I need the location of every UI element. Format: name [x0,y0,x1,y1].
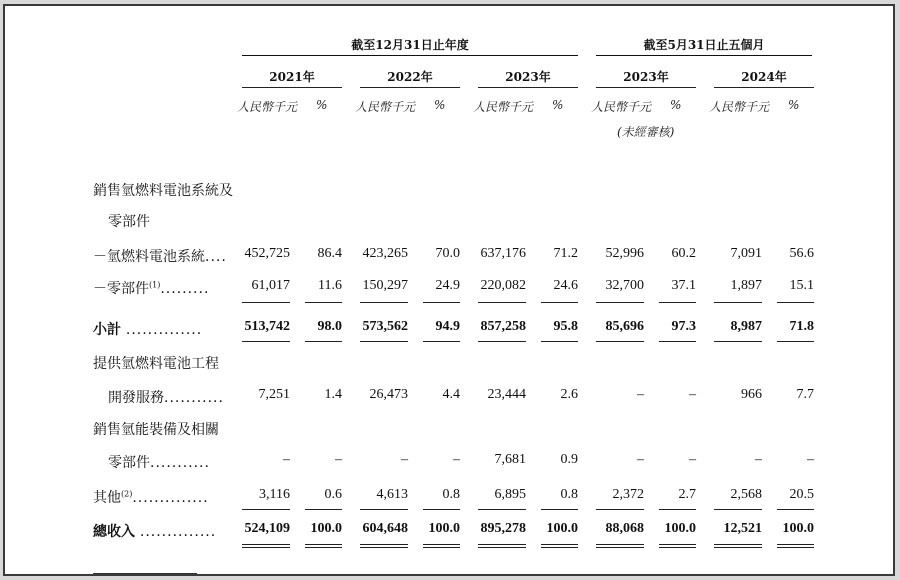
rule-above-subtotal [714,302,762,303]
table-cell: 7,251 [258,387,290,402]
unit-pct-5: % [788,98,800,112]
rule-above-total [596,509,644,510]
rule-below-subtotal [596,341,644,342]
table-cell: 857,258 [480,319,526,334]
row-label-text: 開發服務 [108,390,164,406]
year-header-5: 2024年 [741,70,787,84]
unit-pct-2: % [434,98,446,112]
table-cell: 20.5 [789,487,814,502]
table-cell: 150,297 [362,278,408,293]
footnote-marker: (2) [121,489,133,499]
leader-dots: .............. [125,322,203,338]
table-cell: 52,996 [605,246,644,261]
table-cell: 32,700 [605,278,644,293]
unit-rmb-5: 人民幣千元 [709,100,770,114]
row-label-components [93,278,209,298]
table-cell: 61,017 [251,278,290,293]
rule-above-total [423,509,460,510]
leader-dots: ........... [164,390,224,406]
rule-below-total-2 [242,547,290,548]
row-label-text: 銷售氫燃料電池系統及 [93,183,233,199]
rule-above-subtotal [242,302,290,303]
table-cell: 452,725 [244,246,290,261]
rule-below-total-2 [360,547,408,548]
rule-below-total-1 [423,544,460,545]
row-label-text: －零部件 [93,281,149,297]
row-label-text: 其他 [93,490,121,506]
rule-above-total [478,509,526,510]
table-cell: 98.0 [317,319,342,334]
table-cell: 0.9 [560,452,578,467]
rule-below-total-2 [478,547,526,548]
table-cell: 7,681 [494,452,526,467]
unit-rmb-4: 人民幣千元 [591,100,652,114]
leader-dots: ........... [150,455,210,471]
rule-below-subtotal [714,341,762,342]
table-cell: 1,897 [730,278,762,293]
table-cell: 24.9 [435,278,460,293]
rule-above-total [777,509,814,510]
rule-below-total-1 [242,544,290,545]
rule-below-subtotal [541,341,578,342]
table-cell: 0.8 [442,487,460,502]
table-cell: 23,444 [487,387,526,402]
unit-pct-1: % [316,98,328,112]
rule-below-total-1 [360,544,408,545]
table-cell: 2.7 [678,487,696,502]
table-cell: 573,562 [362,319,408,334]
rule-above-subtotal [777,302,814,303]
rule-above-total [305,509,342,510]
rule-below-subtotal [423,341,460,342]
table-cell: 11.6 [318,278,342,293]
row-label-others [93,487,209,507]
rule-below-total-1 [659,544,696,545]
rule-below-total-1 [714,544,762,545]
row-label-text: 零部件 [108,214,150,230]
leader-dots: .............. [139,524,217,540]
table-cell: – [637,387,644,402]
period-rule-year [242,55,578,56]
table-cell: 60.2 [671,246,696,261]
unit-pct-4: % [670,98,682,112]
unit-rmb-2: 人民幣千元 [355,100,416,114]
leader-dots: .... [205,249,227,265]
table-cell: 4,613 [376,487,408,502]
rule-below-total-1 [305,544,342,545]
rule-above-subtotal [596,302,644,303]
document-page [3,4,895,576]
row-label-subtotal [93,319,202,339]
row-label-text: 銷售氫能裝備及相關 [93,422,219,438]
table-cell: 637,176 [480,246,526,261]
table-cell: 513,742 [244,319,290,334]
table-cell: 94.9 [435,319,460,334]
row-label-fuel-cell-systems [93,246,227,266]
unaudited-note: (未經審核) [617,125,675,139]
table-cell: 37.1 [671,278,696,293]
year-rule-2 [360,87,460,88]
rule-below-total-2 [714,547,762,548]
unit-rmb-1: 人民幣千元 [237,100,298,114]
table-cell: – [335,452,342,467]
table-cell: 100.0 [782,521,814,536]
table-cell: 100.0 [546,521,578,536]
table-cell: 70.0 [435,246,460,261]
footnote-rule [93,573,197,574]
leader-dots: ......... [160,281,210,297]
table-cell: 966 [741,387,762,402]
table-cell: – [637,452,644,467]
unit-pct-3: % [552,98,564,112]
rule-above-subtotal [541,302,578,303]
row-label-text: 總收入 [93,524,135,540]
row-label-text: 小計 [93,322,121,338]
row-label-engineering-services [93,353,219,373]
table-cell: 3,116 [259,487,290,502]
rule-below-subtotal [659,341,696,342]
table-cell: 220,082 [480,278,526,293]
rule-above-subtotal [478,302,526,303]
table-cell: 100.0 [428,521,460,536]
table-cell: 26,473 [369,387,408,402]
table-cell: 604,648 [362,521,408,536]
rule-above-total [541,509,578,510]
period-header-year: 截至12月31日止年度 [351,38,469,52]
unit-rmb-3: 人民幣千元 [473,100,534,114]
year-header-4: 2023年 [623,70,669,84]
rule-above-total [714,509,762,510]
table-cell: 71.2 [553,246,578,261]
table-cell: 100.0 [664,521,696,536]
rule-below-subtotal [305,341,342,342]
table-cell: – [807,452,814,467]
year-rule-3 [478,87,578,88]
table-cell: 88,068 [605,521,644,536]
rule-above-total [659,509,696,510]
period-rule-5m [596,55,812,56]
table-cell: – [283,452,290,467]
footnote-marker: (1) [149,280,161,290]
rule-below-total-2 [596,547,644,548]
table-cell: 97.3 [671,319,696,334]
year-rule-5 [714,87,814,88]
rule-above-subtotal [659,302,696,303]
table-cell: 0.8 [560,487,578,502]
rule-above-total [360,509,408,510]
rule-below-total-1 [596,544,644,545]
year-rule-4 [596,87,696,88]
rule-above-subtotal [360,302,408,303]
leader-dots: .............. [132,490,209,506]
row-label-development-services [108,387,224,407]
rule-below-subtotal [478,341,526,342]
row-label-text: 零部件 [108,455,150,471]
table-cell: 2,568 [730,487,762,502]
row-label-equipment-parts [108,452,210,472]
table-cell: – [689,452,696,467]
table-cell: 56.6 [789,246,814,261]
rule-below-subtotal [777,341,814,342]
period-header-5m: 截至5月31日止五個月 [643,38,765,52]
table-cell: 7,091 [730,246,762,261]
table-cell: – [755,452,762,467]
table-cell: 100.0 [310,521,342,536]
rule-below-total-1 [777,544,814,545]
table-cell: – [689,387,696,402]
table-cell: 6,895 [494,487,526,502]
year-header-2: 2022年 [387,70,433,84]
table-cell: – [453,452,460,467]
table-cell: 0.6 [324,487,342,502]
rule-below-total-1 [541,544,578,545]
row-label-total-revenue [93,521,216,541]
rule-below-total-2 [541,547,578,548]
row-label-parts-continued [108,211,150,231]
rule-above-subtotal [305,302,342,303]
rule-below-subtotal [242,341,290,342]
table-cell: 24.6 [553,278,578,293]
rule-above-subtotal [423,302,460,303]
table-cell: 895,278 [480,521,526,536]
table-cell: 86.4 [317,246,342,261]
year-rule-1 [242,87,342,88]
table-cell: 524,109 [244,521,290,536]
rule-below-total-2 [305,547,342,548]
table-cell: 12,521 [723,521,762,536]
table-cell: 4.4 [442,387,460,402]
table-cell: 85,696 [605,319,644,334]
rule-below-total-2 [423,547,460,548]
table-cell: 8,987 [730,319,762,334]
table-cell: 95.8 [553,319,578,334]
table-cell: 1.4 [324,387,342,402]
table-cell: 15.1 [789,278,814,293]
row-label-sales-systems-and-parts [93,180,233,200]
table-cell: 423,265 [362,246,408,261]
rule-below-total-1 [478,544,526,545]
table-cell: 2.6 [560,387,578,402]
table-cell: 2,372 [612,487,644,502]
rule-below-total-2 [659,547,696,548]
year-header-1: 2021年 [269,70,315,84]
rule-below-subtotal [360,341,408,342]
row-label-hydrogen-equipment [93,419,219,439]
year-header-3: 2023年 [505,70,551,84]
rule-below-total-2 [777,547,814,548]
table-cell: 71.8 [789,319,814,334]
rule-above-total [242,509,290,510]
table-cell: 7.7 [796,387,814,402]
row-label-text: 提供氫燃料電池工程 [93,356,219,372]
row-label-text: －氫燃料電池系統 [93,249,205,265]
table-cell: – [401,452,408,467]
